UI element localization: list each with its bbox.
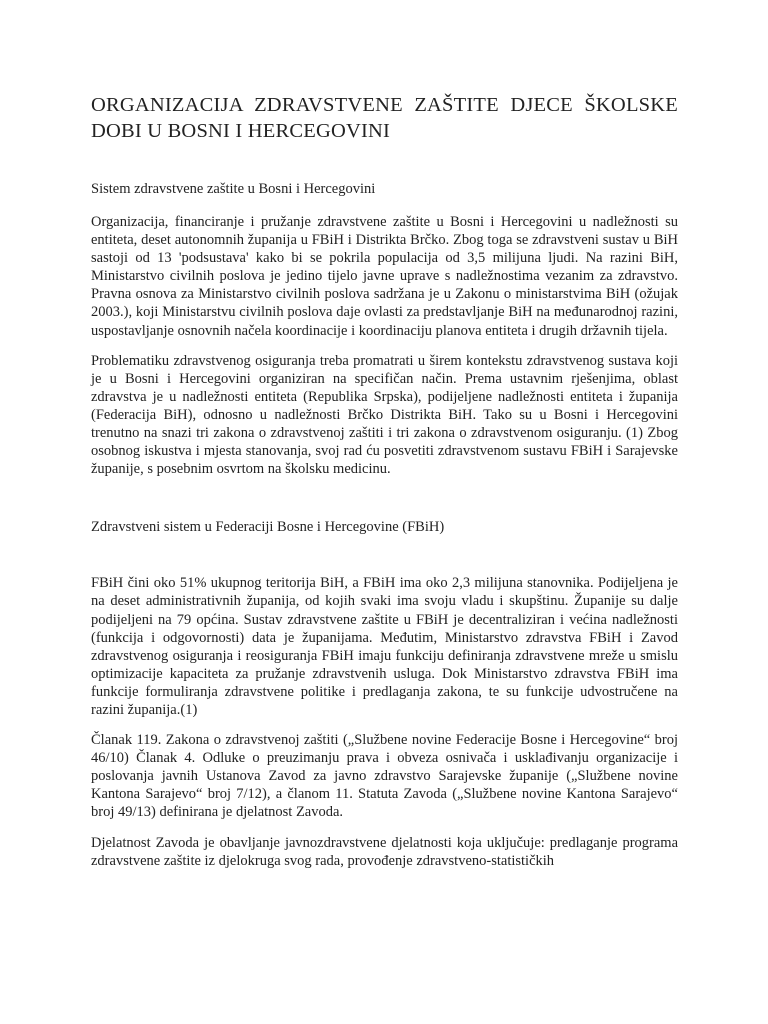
- document-title: ORGANIZACIJA ZDRAVSTVENE ZAŠTITE DJECE ŠKOLSKE DOBI U BOSNI I HERCEGOVINI: [91, 94, 678, 142]
- paragraph-organization: Organizacija, financiranje i pružanje zdravstvene zaštite u Bosni i Hercegovini u nadležnosti su entiteta, deset autonomnih županija u FBiH i Distrikta Brčko. Zbog toga se zdravstveni sustav u BiH sastoji od 13 'podsustava' kako bi se pokrila populacija od 3,5 milijuna ljudi. Na razini BiH, Ministarstvo civilnih poslova je jedino tijelo javne uprave s nadležnostima vezanim za zdravstvo. Pravna osnova za Ministarstvo civilnih poslova sadržana je u Zakonu o ministarstvima BiH (ožujak 2003.), koji Ministarstvu civilnih poslova daje ovlasti za predstavljanje BiH na međunarodnoj razini, uspostavljanje osnovnih načela koordinacije i koordinaciju planova entiteta i drugih državnih tijela.: [91, 214, 678, 339]
- section-heading-health-system-bih: Sistem zdravstvene zaštite u Bosni i Hercegovini: [91, 181, 376, 197]
- paragraph-legal-basis: Članak 119. Zakona o zdravstvenoj zaštiti („Službene novine Federacije Bosne i Hercegovine“ broj 46/10) Članak 4. Odluke o preuzimanju prava i obveza osnivača i usklađivanju organizacije i poslovanja javnih Ustanova Zavod za javno zdravstvo Sarajevske županije („Službene novine Kantona Sarajevo“ broj 7/12), a članom 11. Statuta Zavoda („Službene novine Kantona Sarajevo“ broj 49/13) definirana je djelatnost Zavoda.: [91, 732, 678, 821]
- document-page: [91, 92, 678, 870]
- section-heading-health-system-fbih: Zdravstveni sistem u Federaciji Bosne i Hercegovine (FBiH): [91, 519, 445, 536]
- paragraph-institute-activity: Djelatnost Zavoda je obavljanje javnozdravstvene djelatnosti koja uključuje: predlaganje programa zdravstvene zaštite iz djelokruga svog rada, provođenje zdravstveno-statističkih: [91, 834, 678, 869]
- paragraph-health-insurance: Problematiku zdravstvenog osiguranja treba promatrati u širem kontekstu zdravstvenog sustava koji je u Bosni i Hercegovini organiziran na specifičan način. Prema ustavnim rješenjima, oblast zdravstva je u nadležnosti entiteta (Republika Srpska), podijeljene nadležnosti entiteta i županija (Federacija BiH), odnosno u nadležnosti Brčko Distrikta BiH. Tako su u Bosni i Hercegovini trenutno na snazi tri zakona o zdravstvenoj zaštiti i tri zakona o zdravstvenom osiguranju. (1) Zbog osobnog iskustva i mjesta stanovanja, svoj rad ću posvetiti zdravstvenom sustavu FBiH i Sarajevske županije, s posebnim osvrtom na školsku medicinu.: [91, 352, 678, 478]
- paragraph-fbih-overview: FBiH čini oko 51% ukupnog teritorija BiH, a FBiH ima oko 2,3 milijuna stanovnika. Podijeljena je na deset administrativnih županija, od kojih svaki ima svoju vladu i skupštinu. Županije su dalje podijeljeni na 79 općina. Sustav zdravstvene zaštite u FBiH je decentraliziran i većina nadležnosti (funkcija i odgovornosti) data je županijama. Međutim, Ministarstvo zdravstva FBiH i Zavod zdravstvenog osiguranja i reosiguranja FBiH imaju funkciju definiranja zdravstvene mreže u smislu optimizacije kapaciteta za pružanje zdravstvenih usluga. Dok Ministarstvo zdravstva FBiH ima funkcije formuliranja zdravstvene politike i predlaganja zakona, te su funkcije udvostručene na razini županija.(1): [91, 575, 678, 718]
